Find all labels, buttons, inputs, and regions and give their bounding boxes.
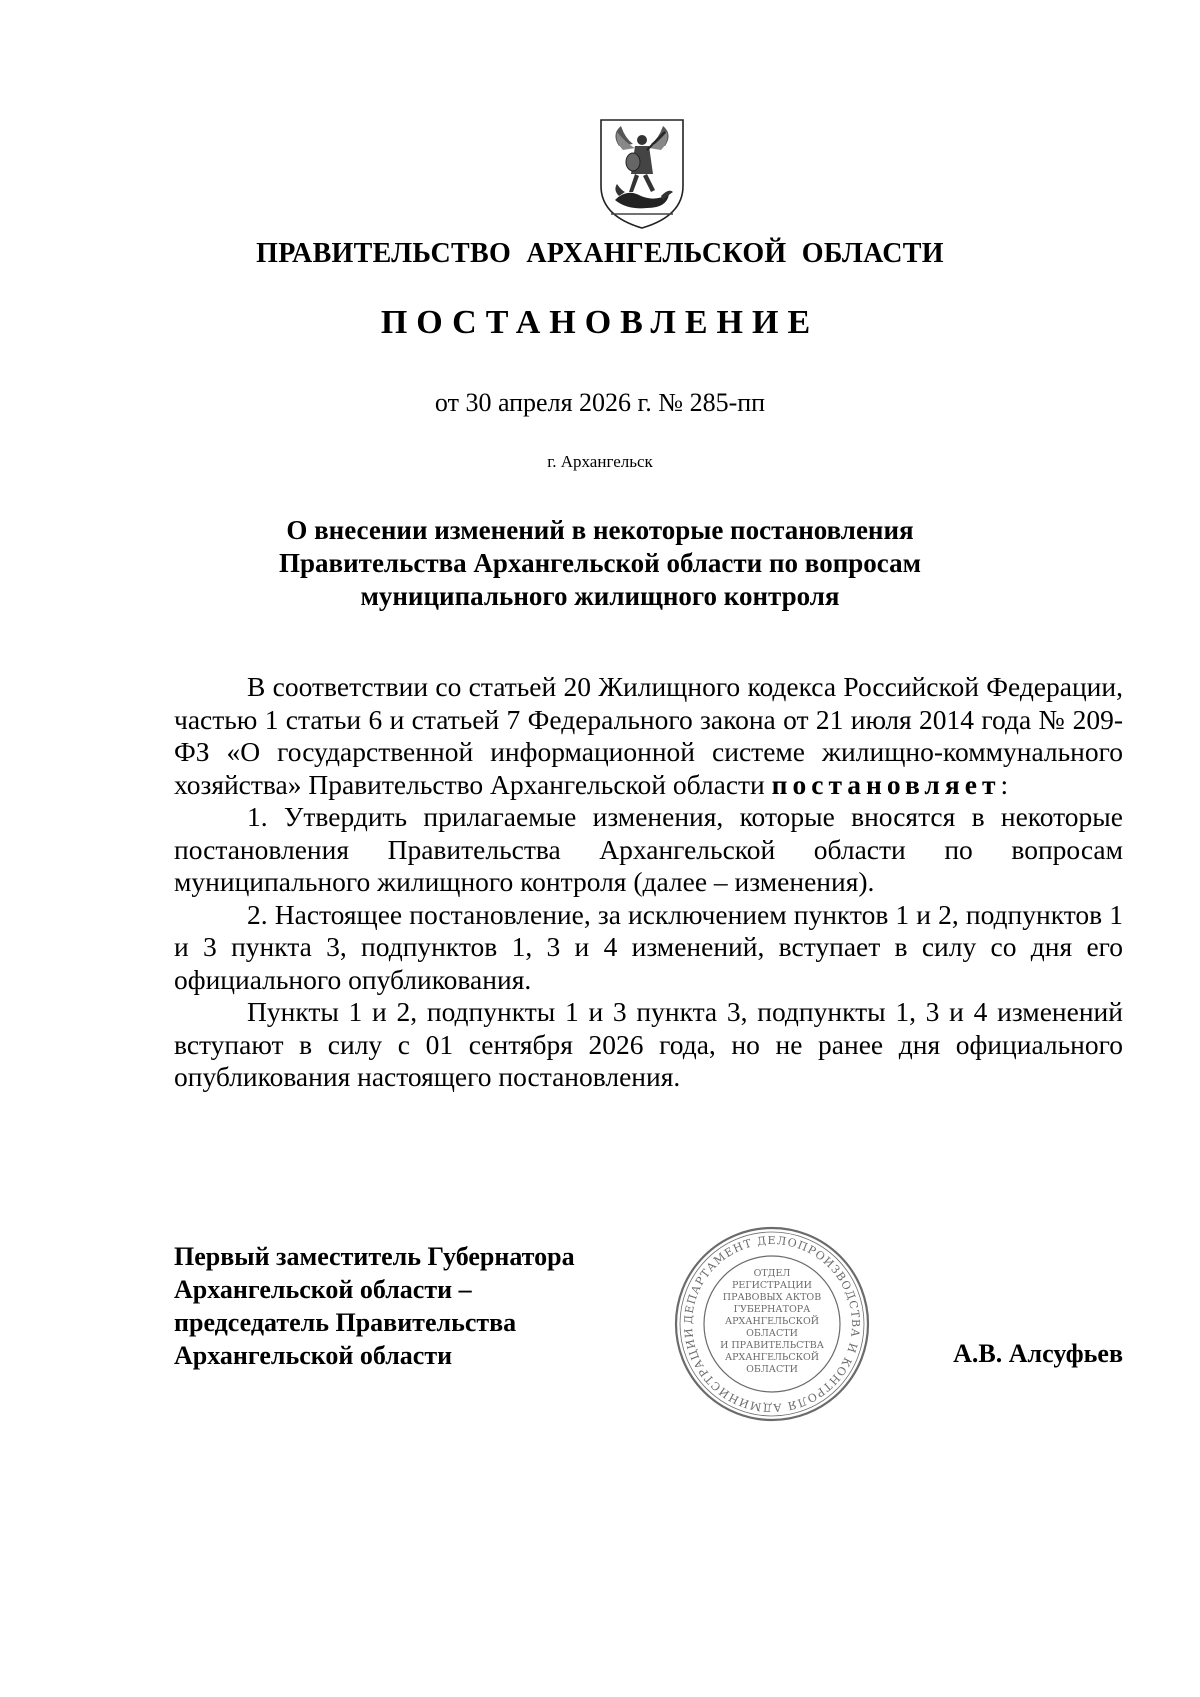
seal-center-line: АРХАНГЕЛЬСКОЙ — [724, 1352, 820, 1363]
seal-center-line: АРХАНГЕЛЬСКОЙ — [724, 1316, 820, 1327]
signer-title-line: Первый заместитель Губернатора — [174, 1242, 575, 1271]
subject-line: О внесении изменений в некоторые постановления — [286, 515, 914, 545]
signer-title-line: председатель Правительства — [174, 1308, 517, 1337]
seal-center-line: РЕГИСТРАЦИИ — [732, 1280, 812, 1291]
body-paragraph: 1. Утвердить прилагаемые изменения, которые вносятся в некоторые постановления Правительства Архангельской области по вопросам муниципального жилищного контроля (далее – изменения). — [174, 801, 1123, 897]
document-subject — [0, 514, 1200, 613]
government-title: ПРАВИТЕЛЬСТВО АРХАНГЕЛЬСКОЙ ОБЛАСТИ — [256, 238, 944, 269]
seal-center-line: ОТДЕЛ — [753, 1268, 791, 1279]
document-date-number: от 30 апреля 2026 г. № 285-пп — [434, 388, 766, 417]
document-kind-heading: ПОСТАНОВЛЕНИЕ — [380, 304, 820, 341]
document-city: г. Архангельск — [547, 452, 653, 471]
signer-name: А.В. Алсуфьев — [953, 1339, 1123, 1368]
body-paragraph: 2. Настоящее постановление, за исключением пунктов 1 и 2, подпунктов 1 и 3 пункта 3, подпунктов 1, 3 и 4 изменений, вступает в силу со дня его официального опубликования. — [174, 898, 1123, 995]
signer-title-line: Архангельской области — [174, 1341, 453, 1370]
body-paragraph: Пункты 1 и 2, подпункты 1 и 3 пункта 3, подпункты 1, 3 и 4 изменений вступают в силу с 01 сентября 2026 года, но не ранее дня официального опубликования настоящего постановления. — [174, 996, 1123, 1092]
signer-title — [174, 1240, 575, 1372]
coat-of-arms-icon — [597, 116, 687, 232]
document-body — [174, 671, 1123, 1094]
seal-center-line: И ПРАВИТЕЛЬСТВА — [720, 1340, 824, 1351]
official-seal-stamp — [672, 1224, 872, 1424]
seal-center-line: ПРАВОВЫХ АКТОВ — [722, 1292, 822, 1303]
subject-line: муниципального жилищного контроля — [360, 581, 840, 611]
signer-title-line: Архангельской области – — [174, 1275, 472, 1304]
seal-center-line: ОБЛАСТИ — [746, 1364, 798, 1375]
resolves-word: постановляет — [771, 768, 1001, 800]
preamble-text: В соответствии со статьей 20 Жилищного кодекса Российской Федерации, частью 1 статьи 6 и статьей 7 Федерального закона от 21 июля 2014 года № 209-ФЗ «О государственной информационной системе жилищно-коммунального хозяйства» Правительство Архангельской области — [174, 671, 1123, 800]
body-preamble — [174, 671, 1123, 801]
resolves-punct: : — [1000, 768, 1009, 800]
seal-center-line: ОБЛАСТИ — [746, 1328, 798, 1339]
seal-ring-text: ДЕПАРТАМЕНТ ДЕЛОПРОИЗВОДСТВА И КОНТРОЛЯ АДМИНИСТРАЦИИ — [681, 1233, 863, 1415]
subject-line: Правительства Архангельской области по вопросам — [279, 548, 921, 578]
seal-center-line: ГУБЕРНАТОРА — [733, 1304, 811, 1315]
